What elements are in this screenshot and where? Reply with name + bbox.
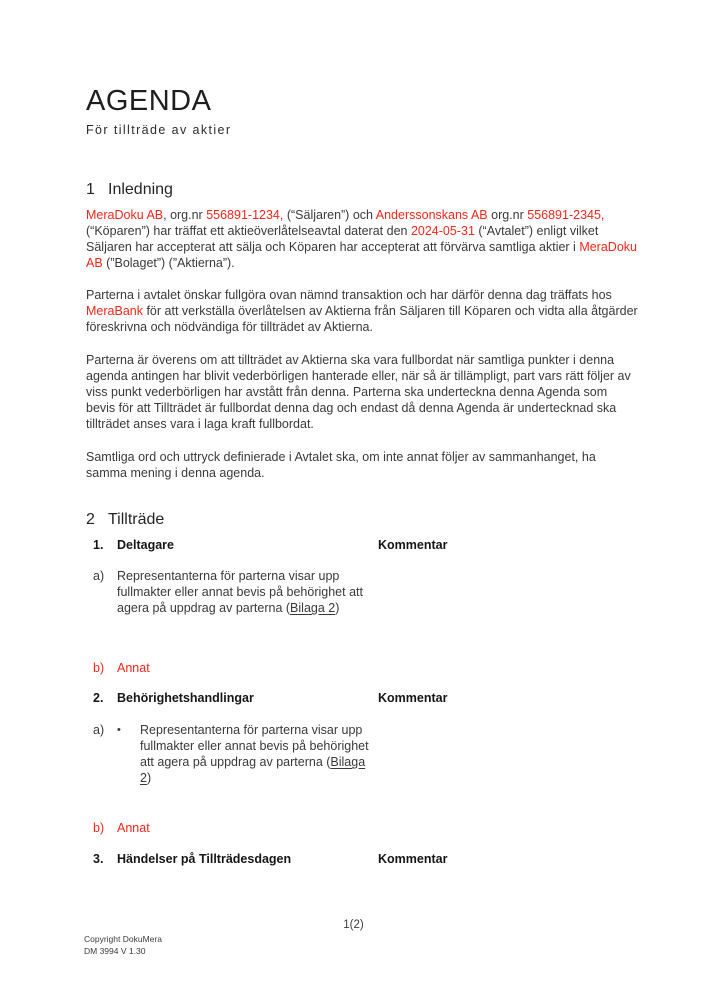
list-item-letter: a) xyxy=(93,723,105,737)
agenda-item-handelser xyxy=(93,851,638,867)
agenda-item-deltagare xyxy=(93,537,638,553)
list-item-text: Representanterna för parterna visar upp fullmakter eller annat bevis på behörighet att agera på uppdrag av parterna (Bilaga 2) xyxy=(117,569,363,615)
list-item-1a xyxy=(93,568,638,616)
list-item-2a xyxy=(93,722,638,786)
bullet-icon: • xyxy=(117,724,121,736)
document-content xyxy=(86,86,638,867)
paragraph-definitions: Samtliga ord och uttryck definierade i Avtalet ska, om inte annat följer av sammanhanget, ha samma mening i denna agenda. xyxy=(86,450,596,480)
section-title: Inledning xyxy=(108,181,173,198)
document-subtitle: För tillträde av aktier xyxy=(86,123,232,137)
paragraph-transaction: Parterna i avtalet önskar fullgöra ovan nämnd transaktion och har därför denna dag träffats hos MeraBank för att verkställa överlåtelsen av Aktierna från Säljaren till Köparen och vidta alla åtgärder föreskrivna och nödvändiga för tillträdet av Aktierna. xyxy=(86,288,638,334)
comment-column-header: Kommentar xyxy=(378,691,448,705)
list-item-letter: b) xyxy=(93,661,105,675)
paragraph-parties: MeraDoku AB, org.nr 556891-1234, (“Säljaren”) och Anderssonskans AB org.nr 556891-2345, (“Köparen”) har träffat ett aktieöverlåtelseavtal daterat den 2024-05-31 (“Avtalet”) enligt vilket Säljaren har accepterat att sälja och Köparen har accepterat att förvärva samtliga aktier i MeraDoku AB (”Bolaget”) (”Aktierna”). xyxy=(86,208,637,270)
list-item-2b xyxy=(93,820,638,836)
agenda-item-behorighetshandlingar xyxy=(93,690,638,706)
section-heading-tilltrade xyxy=(86,510,638,529)
list-item-text: Representanterna för parterna visar upp fullmakter eller annat bevis på behörighet att agera på uppdrag av parterna (Bilaga 2) xyxy=(140,723,369,785)
list-item-text: Annat xyxy=(117,661,150,675)
item-number: 2. xyxy=(93,691,104,705)
comment-column-header: Kommentar xyxy=(378,538,448,552)
paragraph-completion: Parterna är överens om att tillträdet av Aktierna ska vara fullbordat när samtliga punkter i denna agenda antingen har blivit vederbörligen hanterade eller, när så är tillämpligt, part vars rätt följer av viss punkt vederbörligen har avstått från denna. Parterna ska underteckna denna Agenda som bevis för att Tillträdet är fullbordat denna dag och endast då denna Agenda är undertecknad ska tillträdet anses vara i laga kraft fullbordat. xyxy=(86,353,631,431)
item-number: 3. xyxy=(93,852,104,866)
item-title: Behörighetshandlingar xyxy=(117,691,254,705)
section-number: 1 xyxy=(86,181,95,198)
page-number: 1(2) xyxy=(343,919,364,931)
section-heading-inledning xyxy=(86,180,638,199)
document-title: AGENDA xyxy=(86,85,212,117)
item-title: Deltagare xyxy=(117,538,174,552)
agenda-list xyxy=(93,537,638,867)
document-footer xyxy=(84,934,162,957)
footer-copyright: Copyright DokuMera xyxy=(84,934,162,944)
list-item-letter: b) xyxy=(93,821,105,835)
section-number: 2 xyxy=(86,511,95,528)
list-item-text: Annat xyxy=(117,821,150,835)
list-item-letter: a) xyxy=(93,569,105,583)
item-number: 1. xyxy=(93,538,104,552)
section-title: Tillträde xyxy=(108,511,165,528)
footer-document-id: DM 3994 V 1.30 xyxy=(84,945,146,956)
list-item-1b xyxy=(93,660,638,676)
comment-column-header: Kommentar xyxy=(378,852,448,866)
item-title: Händelser på Tillträdesdagen xyxy=(117,852,292,866)
